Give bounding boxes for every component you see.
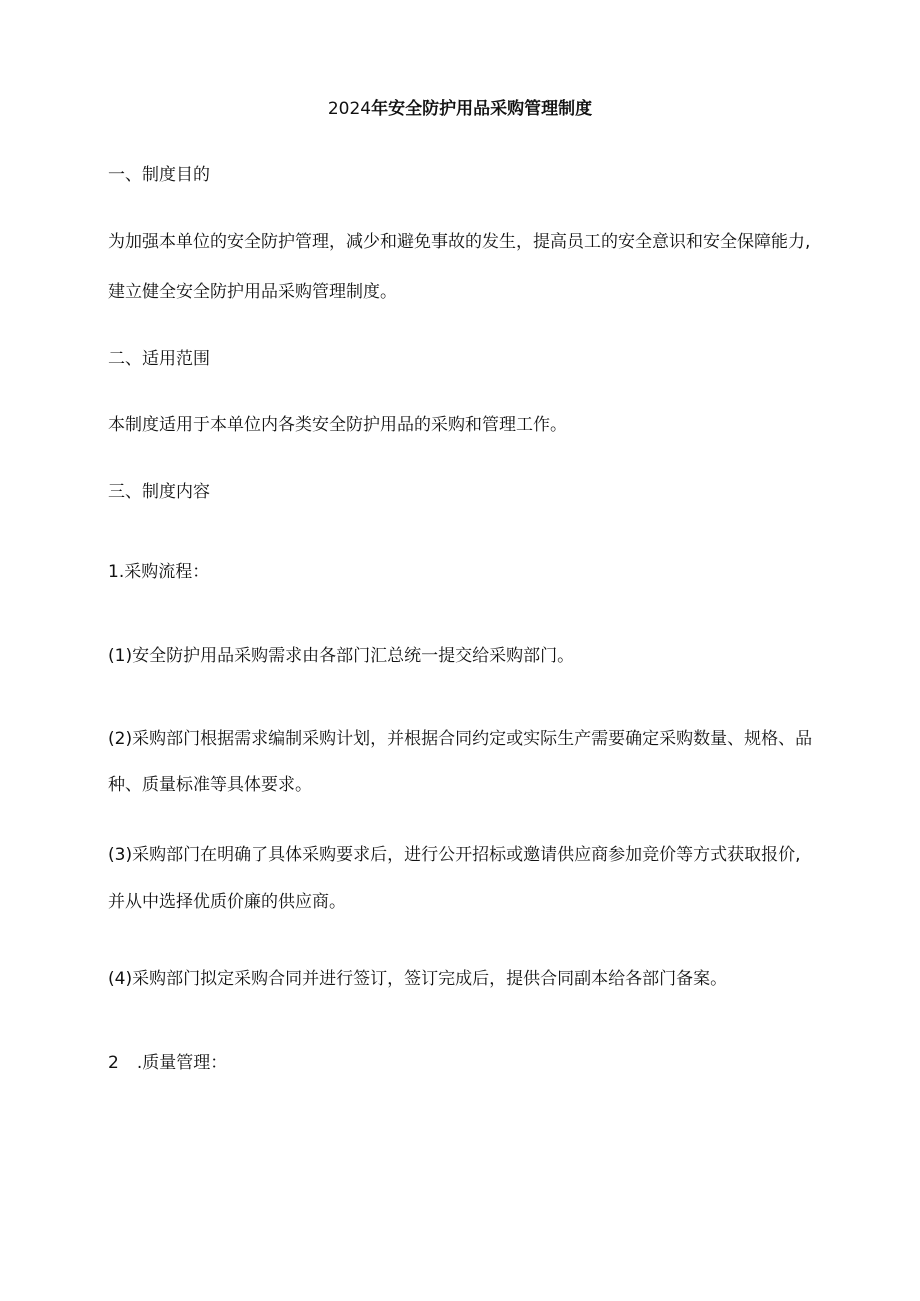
section1-heading: 一、制度目的 [108, 165, 210, 185]
section2-heading: 二、适用范围 [108, 349, 210, 369]
item2-heading [108, 1052, 227, 1074]
item2-number: 2 [108, 1053, 119, 1073]
item2-heading-text: .质量管理： [136, 1053, 228, 1073]
step3-text-line1: (3)采购部门在明确了具体采购要求后，进行公开招标或邀请供应商参加竞价等方式获取报价, [108, 845, 801, 865]
section1-paragraph-line2: 建立健全安全防护用品采购管理制度。 [108, 282, 397, 302]
step2-text-line2: 种、质量标准等具体要求。 [108, 775, 312, 795]
section1-paragraph-line1: 为加强本单位的安全防护管理，减少和避免事故的发生，提高员工的安全意识和安全保障能力, [108, 232, 811, 252]
title-text: 年安全防护用品采购管理制度 [371, 99, 593, 119]
title-year: 2024 [327, 99, 372, 119]
document-title [0, 98, 920, 120]
item1-heading: 1.采购流程： [108, 562, 210, 582]
step2-text-line1: (2)采购部门根据需求编制采购计划，并根据合同约定或实际生产需要确定采购数量、规格、品 [108, 729, 813, 749]
step3-text-line2: 并从中选择优质价廉的供应商。 [108, 892, 346, 912]
section2-paragraph: 本制度适用于本单位内各类安全防护用品的采购和管理工作。 [108, 415, 567, 435]
step1-text: (1)安全防护用品采购需求由各部门汇总统一提交给采购部门。 [108, 646, 575, 666]
step4-text: (4)采购部门拟定采购合同并进行签订，签订完成后，提供合同副本给各部门备案。 [108, 969, 728, 989]
section3-heading: 三、制度内容 [108, 482, 210, 502]
